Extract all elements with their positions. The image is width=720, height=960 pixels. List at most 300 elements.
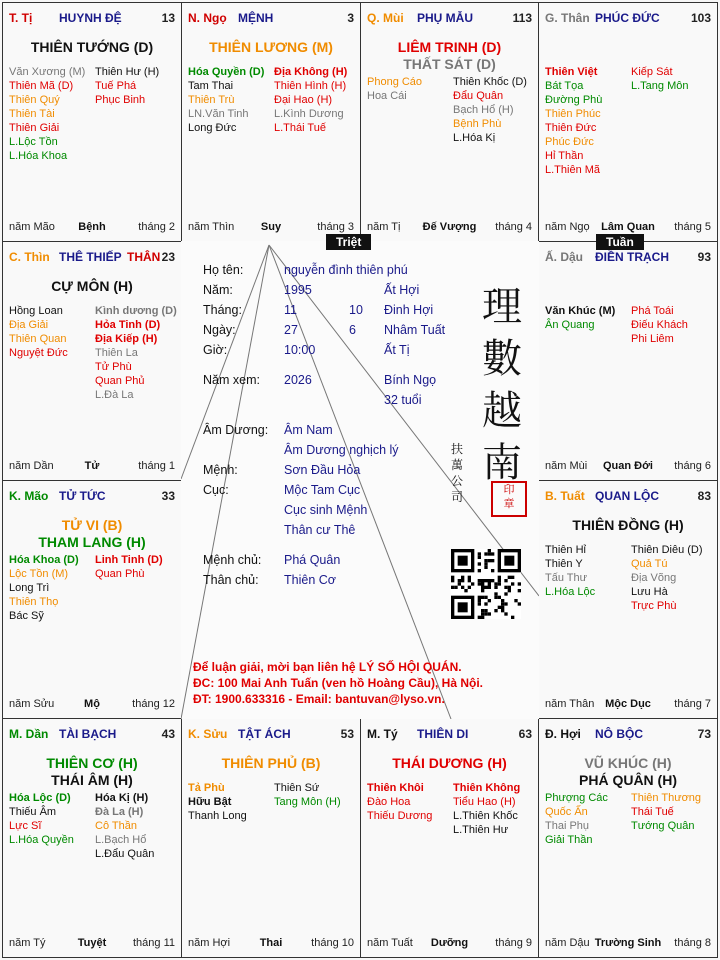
minor-star: Thiên Quan [9,333,67,345]
minor-star: L.Thái Tuế [274,122,326,134]
palace-name: PHÚC ĐỨC [595,11,660,25]
palace-footer [367,937,532,951]
minor-star: L.Kình Dương [274,108,344,120]
minor-star: L.Thiên Khốc [453,810,518,822]
label-view-year: Năm xem: [203,373,260,387]
main-star: THIÊN PHỦ (B) [221,755,321,771]
branch-label: M. Tý [367,727,398,741]
minor-star: Quốc Ấn [545,806,588,818]
minor-star: Thiên Hư (H) [95,66,160,78]
year-label: năm Sửu [9,698,55,710]
palace-number: 103 [690,11,711,25]
branch-label: T. Tị [9,11,33,25]
month-label: tháng 7 [674,698,711,710]
minor-star: Thiên Y [545,558,583,570]
minor-star: Thai Phụ [545,820,590,832]
palace-footer [545,698,711,712]
minor-star: L.Lộc Tồn [9,136,58,148]
minor-star: Phượng Các [545,792,608,804]
main-star: THIÊN TƯỚNG (D) [30,39,154,55]
branch-label: G. Thân [545,11,590,25]
minor-star: Thiên La [95,347,138,359]
minor-star: Thiên Quý [9,94,60,106]
minor-star: Phi Liêm [631,333,674,345]
minor-star: Tam Thai [188,80,234,92]
palace-header [367,11,532,27]
value-am-duong-2: Âm Dương nghịch lý [284,443,399,457]
minor-star: Tấu Thư [545,572,588,584]
palace-cell [360,2,539,242]
right-star-list [631,543,703,613]
minor-star: Lưu Hà [631,586,668,598]
palace-header [545,727,711,743]
right-star-list [95,553,163,581]
palace-cell [181,718,361,958]
value-cuc-3: Thân cư Thê [284,523,356,537]
label-menh-chu: Mệnh chủ: [203,553,262,567]
minor-star: Lộc Tồn (M) [9,568,69,580]
minor-star: Long Đức [188,122,237,134]
year-label: năm Hợi [188,937,231,949]
tuan-tag: Tuần [596,234,644,250]
minor-star: Hóa Lộc (D) [9,792,71,804]
value-name: nguyễn đình thiên phú [284,263,408,277]
minor-star: Long Trì [9,582,50,594]
minor-star: Thiên Khốc (D) [453,76,527,88]
value-cuc-2: Cục sinh Mệnh [284,503,368,517]
palace-footer [188,221,354,235]
month-label: tháng 10 [311,937,354,949]
life-stage: Suy [260,221,282,233]
calligraphy-char: 越 [482,388,522,434]
minor-star: L.Hóa Khoa [9,150,68,162]
vertical-char: 司 [451,490,464,504]
minor-star: Thiên Giải [9,122,60,134]
right-star-list [274,65,347,135]
palace-header [188,727,354,743]
minor-star: Bạch Hổ (H) [453,104,514,116]
minor-star: Quan Phủ [95,375,145,387]
minor-star: Hỏa Tinh (D) [95,319,161,331]
calligraphy-char: 數 [482,336,522,382]
minor-star: Linh Tinh (D) [95,554,163,566]
minor-star: Bác Sỹ [9,610,44,622]
palace-header [545,11,711,27]
label-month: Tháng: [203,303,242,317]
contact-line-1: Để luận giải, mời bạn liên hệ LÝ SỐ HỘI QUÁN. [193,660,462,674]
palace-cell [360,718,539,958]
minor-star: Thiên Diêu (D) [631,544,703,556]
right-star-list [274,781,341,809]
contact-line-2: ĐC: 100 Mai Anh Tuấn (ven hồ Hoàng Cầu), Hà Nội. [193,676,484,690]
main-star: THAM LANG (H) [38,534,146,550]
life-stage: Trường Sinh [594,937,662,949]
left-star-list [9,65,85,163]
right-star-list [631,304,688,346]
life-stage: Tử [84,460,100,472]
branch-label: N. Ngọ [188,11,227,25]
month-label: tháng 4 [495,221,532,233]
branch-label: K. Mão [9,489,49,503]
main-stars [3,517,181,551]
value-cuc-1: Mộc Tam Cục [284,483,361,497]
right-star-list [95,304,177,402]
minor-star: Hồng Loan [9,305,63,317]
branch-label: Q. Mùi [367,11,404,25]
main-stars [3,39,181,56]
minor-star: Thiên Trù [188,94,235,106]
main-star: THÁI DƯƠNG (H) [392,755,507,771]
minor-star: Địa Không (H) [274,66,348,78]
palace-header [9,11,175,27]
minor-star: Thanh Long [188,810,247,822]
main-stars [182,755,360,772]
minor-star: Phúc Đức [545,136,594,148]
minor-star: Đẩu Quân [453,90,504,102]
right-star-list [631,65,688,93]
value-hour: 10:00 [284,343,316,357]
minor-star: Đại Hao (H) [274,94,333,106]
qr-code[interactable] [451,549,521,619]
branch-label: Đ. Hợi [545,727,581,741]
main-stars [539,517,717,534]
month-label: tháng 1 [138,460,175,472]
label-name: Họ tên: [203,263,244,277]
minor-star: Phục Binh [95,94,146,106]
value-month-can: Đinh Hợi [384,303,434,317]
minor-star: Thiên Không [453,782,521,794]
center-panel [181,241,539,719]
main-star: THẤT SÁT (D) [403,56,496,72]
minor-star: Tả Phù [188,782,225,794]
value-menh-chu: Phá Quân [284,553,341,567]
minor-star: Giải Thần [545,834,593,846]
palace-cell [538,2,718,242]
palace-number: 73 [697,727,711,741]
main-star: TỬ VI (B) [61,517,123,533]
minor-star: Hoa Cái [367,90,407,102]
palace-name: TẬT ÁCH [238,727,291,741]
palace-header [9,727,175,743]
value-day-can: Nhâm Tuất [384,323,446,337]
minor-star: Văn Khúc (M) [545,305,616,317]
right-star-list [453,781,520,837]
minor-star: Thiếu Âm [9,806,57,818]
palace-name: MỆNH [238,11,274,25]
minor-star: Thiên Đức [545,122,597,134]
minor-star: Lực Sĩ [9,820,42,832]
year-label: năm Dần [9,460,54,472]
minor-star: Hóa Khoa (D) [9,554,79,566]
label-year: Năm: [203,283,233,297]
month-label: tháng 9 [495,937,532,949]
main-stars [361,39,538,73]
palace-number: 23 [161,250,175,264]
palace-number: 3 [347,11,354,25]
company-vertical-text [451,441,467,505]
palace-name: QUAN LỘC [595,489,659,503]
minor-star: Thiên Việt [545,66,598,78]
minor-star: Tang Môn (H) [274,796,341,808]
life-stage: Lâm Quan [601,221,655,233]
minor-star: Đào Hoa [367,796,411,808]
value-day: 27 [284,323,298,337]
year-label: năm Mão [9,221,55,233]
palace-number: 53 [340,727,354,741]
left-star-list [367,75,422,103]
minor-star: Phong Cáo [367,76,423,88]
minor-star: Thiên Phúc [545,108,601,120]
left-star-list [545,791,608,847]
than-marker: THÂN [127,250,161,264]
value-view-year-can: Bính Ngọ [384,373,437,387]
palace-number: 33 [161,489,175,503]
label-cuc: Cục: [203,483,229,497]
minor-star: L.Thiên Mã [545,164,601,176]
palace-name: NÔ BỘC [595,727,643,741]
palace-footer [9,460,175,474]
palace-name: THIÊN DI [417,727,469,741]
palace-cell [2,241,182,481]
month-label: tháng 2 [138,221,175,233]
minor-star: L.Thiên Hư [453,824,509,836]
value-hour-can: Ất Tị [384,343,410,357]
palace-cell [2,718,182,958]
left-star-list [9,553,79,623]
palace-footer [545,937,711,951]
left-star-list [545,543,595,599]
value-year: 1995 [284,283,312,297]
value-menh: Sơn Đầu Hỏa [284,463,361,477]
palace-header [367,727,532,743]
minor-star: Địa Kiếp (H) [95,333,158,345]
minor-star: Tiểu Hao (H) [453,796,516,808]
value-month: 11 [284,303,297,317]
value-view-year: 2026 [284,373,312,387]
main-stars [182,39,360,56]
year-label: năm Ngọ [545,221,590,233]
branch-label: C. Thìn [9,250,50,264]
minor-star: Nguyệt Đức [9,347,68,359]
main-stars [3,755,181,789]
minor-star: Bát Tọa [545,80,584,92]
value-than-chu: Thiên Cơ [284,573,336,587]
minor-star: LN.Văn Tinh [188,108,249,120]
palace-footer [9,221,175,235]
calligraphy-logo [477,281,527,489]
red-seal-stamp: 印 章 [491,481,527,517]
minor-star: L.Hóa Lộc [545,586,596,598]
value-year-can: Ất Hợi [384,283,420,297]
year-label: năm Tý [9,937,46,949]
minor-star: Thiên Tài [9,108,55,120]
minor-star: Thiên Hỉ [545,544,586,556]
minor-star: Thái Tuế [631,806,674,818]
contact-line-3: ĐT: 1900.633316 - Email: bantuvan@lyso.vn. [193,692,445,706]
palace-cell [538,718,718,958]
minor-star: Thiên Thương [631,792,702,804]
left-star-list [9,791,74,847]
year-label: năm Tuất [367,937,413,949]
minor-star: Điếu Khách [631,319,688,331]
branch-label: K. Sửu [188,727,228,741]
value-am-duong-1: Âm Nam [284,423,333,437]
life-stage: Quan Đới [603,460,653,472]
main-star: THIÊN CƠ (H) [46,755,138,771]
minor-star: Phá Toái [631,305,674,317]
left-star-list [545,65,602,177]
palace-footer [545,221,711,235]
palace-header [545,250,711,266]
minor-star: Trực Phù [631,600,677,612]
label-day: Ngày: [203,323,236,337]
minor-star: Hữu Bật [188,796,232,808]
minor-star: Hóa Kị (H) [95,792,149,804]
palace-cell [2,2,182,242]
minor-star: Quả Tú [631,558,668,570]
month-label: tháng 6 [674,460,711,472]
month-label: tháng 5 [674,221,711,233]
minor-star: L.Tang Môn [631,80,689,92]
value-age: 32 tuổi [384,393,422,407]
minor-star: L.Đẩu Quân [95,848,155,860]
minor-star: Văn Xương (M) [9,66,86,78]
month-label: tháng 8 [674,937,711,949]
minor-star: Thiên Sứ [274,782,320,794]
minor-star: L.Đà La [95,389,134,401]
right-star-list [631,791,701,833]
minor-star: Thiên Hình (H) [274,80,347,92]
value-month-lunar: 10 [349,303,363,317]
month-label: tháng 12 [132,698,175,710]
main-star: THIÊN LƯƠNG (M) [209,39,333,55]
palace-cell [2,480,182,719]
minor-star: Địa Giải [9,319,49,331]
palace-name: THÊ THIẾP [59,250,122,264]
life-stage: Đế Vượng [422,221,477,233]
palace-cell [538,480,718,719]
year-label: năm Dậu [545,937,590,949]
minor-star: Thiên Thọ [9,596,59,608]
palace-footer [188,937,354,951]
contact-info [193,659,483,707]
right-star-list [453,75,527,145]
life-stage: Dưỡng [430,937,469,949]
palace-name: HUYNH ĐỆ [59,11,122,25]
life-stage: Bệnh [78,221,106,233]
vertical-char: 扶 [451,442,464,456]
life-stage: Thai [259,937,283,949]
minor-star: Thiên Mã (D) [9,80,74,92]
label-hour: Giờ: [203,343,228,357]
minor-star: L.Hóa Kị [453,132,496,144]
minor-star: L.Bạch Hổ [95,834,147,846]
vertical-char: 萬 [451,458,464,472]
palace-number: 63 [518,727,532,741]
palace-header [9,250,175,266]
left-star-list [545,304,615,332]
main-stars [3,278,181,295]
minor-star: Thiên Khôi [367,782,424,794]
minor-star: Kiếp Sát [631,66,673,78]
label-than-chu: Thân chủ: [203,573,259,587]
palace-footer [9,698,175,712]
main-star: CỰ MÔN (H) [51,278,133,294]
palace-name: PHỤ MẪU [417,11,473,25]
month-label: tháng 11 [132,937,175,949]
palace-name: ĐIỀN TRẠCH [595,250,669,264]
branch-label: B. Tuất [545,489,585,503]
vertical-char: 公 [451,474,464,488]
right-star-list [95,65,159,107]
palace-footer [545,460,711,474]
minor-star: L.Hóa Quyền [9,834,74,846]
palace-number: 83 [697,489,711,503]
label-menh: Mệnh: [203,463,238,477]
life-stage: Tuyệt [77,937,107,949]
left-star-list [367,781,432,823]
left-star-list [188,65,264,135]
minor-star: Ân Quang [545,319,595,331]
palace-number: 13 [161,11,175,25]
year-label: năm Tị [367,221,401,233]
calligraphy-char: 理 [482,284,522,330]
minor-star: Tướng Quân [631,820,695,832]
main-stars [361,755,538,772]
minor-star: Địa Võng [631,572,677,584]
minor-star: Quan Phù [95,568,145,580]
minor-star: Cô Thần [95,820,137,832]
palace-number: 113 [512,11,532,25]
palace-name: TÀI BẠCH [59,727,117,741]
palace-cell [181,2,361,242]
main-star: THIÊN ĐỒNG (H) [572,517,684,533]
minor-star: Hỉ Thần [545,150,584,162]
life-stage: Mộ [84,698,100,710]
right-star-list [95,791,154,861]
palace-header [188,11,354,27]
palace-footer [9,937,175,951]
minor-star: Tử Phù [95,361,132,373]
left-star-list [9,304,68,360]
minor-star: Hóa Quyền (D) [188,66,265,78]
palace-cell [538,241,718,481]
main-stars [539,755,717,789]
life-stage: Mộc Dục [605,698,651,710]
year-label: năm Mùi [545,460,588,472]
palace-header [545,489,711,505]
palace-footer [367,221,532,235]
calligraphy-char: 南 [482,440,522,486]
minor-star: Tuế Phá [95,80,137,92]
year-label: năm Thân [545,698,595,710]
main-star: PHÁ QUÂN (H) [579,772,677,788]
palace-header [9,489,175,505]
triet-tag: Triệt [326,234,371,250]
minor-star: Thiếu Dương [367,810,433,822]
label-am-duong: Âm Dương: [203,423,269,437]
palace-number: 93 [697,250,711,264]
minor-star: Kình dương (D) [95,305,177,317]
minor-star: Đà La (H) [95,806,144,818]
palace-number: 43 [161,727,175,741]
branch-label: M. Dần [9,727,49,741]
value-day-lunar: 6 [349,323,356,337]
main-star: VŨ KHÚC (H) [584,755,672,771]
branch-label: Ấ. Dậu [545,250,584,264]
year-label: năm Thìn [188,221,235,233]
minor-star: Bệnh Phù [453,118,502,130]
